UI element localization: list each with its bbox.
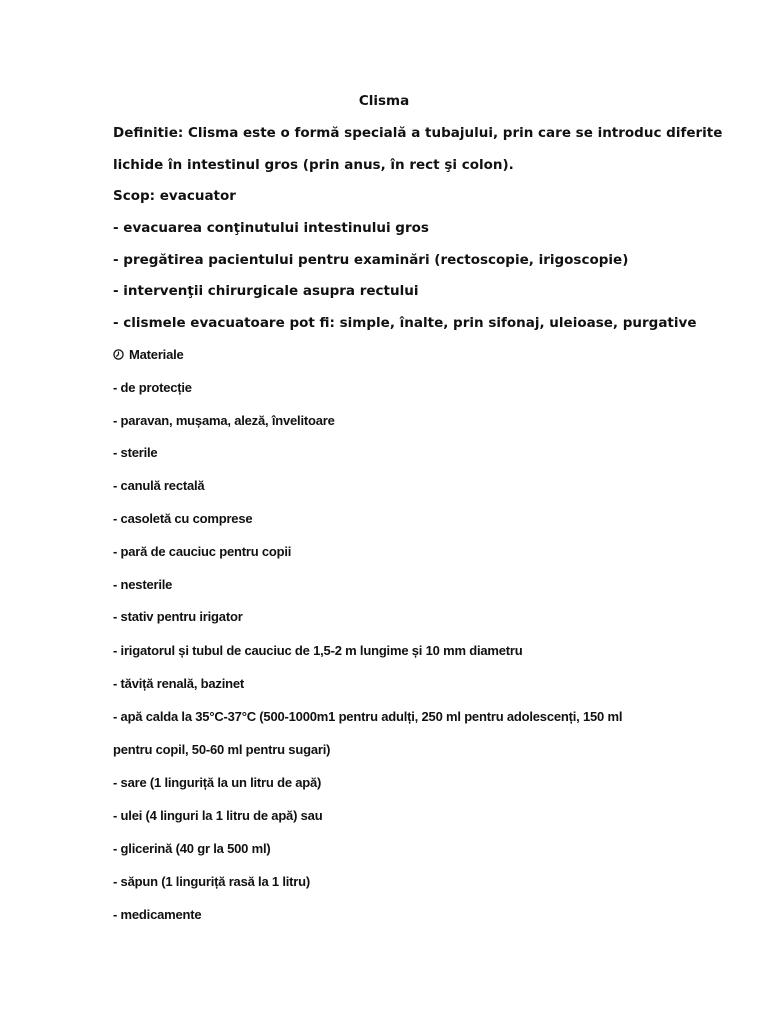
materials-heading-label: Materiale [129, 347, 184, 362]
materials-item: - paravan, mușama, aleză, învelitoare [113, 413, 335, 428]
definition-line-2: lichide în intestinul gros (prin anus, în rect şi colon). [113, 157, 514, 173]
materials-item: - canulă rectală [113, 478, 205, 493]
materials-item: pentru copil, 50-60 ml pentru sugari) [113, 742, 331, 757]
materials-item: - pară de cauciuc pentru copii [113, 544, 292, 559]
materials-item: - apă calda la 35°C-37°C (500-1000m1 pentru adulți, 250 ml pentru adolescenți, 150 ml [113, 709, 623, 724]
clock-icon [113, 349, 124, 360]
materials-item: - medicamente [113, 907, 202, 922]
materials-item: - ulei (4 linguri la 1 litru de apă) sau [113, 808, 323, 823]
materials-item: - nesterile [113, 577, 173, 592]
materials-item: - glicerină (40 gr la 500 ml) [113, 841, 271, 856]
scope-item-4: - clismele evacuatoare pot fi: simple, înalte, prin sifonaj, uleioase, purgative [113, 315, 697, 331]
materials-item: - sterile [113, 445, 158, 460]
materials-item: - stativ pentru irigator [113, 609, 243, 624]
materials-item: - de protecție [113, 380, 192, 395]
materials-item: - sare (1 linguriță la un litru de apă) [113, 775, 322, 790]
materials-item: - săpun (1 linguriță rasă la 1 litru) [113, 874, 311, 889]
scope-item-3: - intervenţii chirurgicale asupra rectului [113, 283, 419, 299]
page-title: Clisma [358, 93, 410, 109]
materials-item: - tăviță renală, bazinet [113, 676, 245, 691]
materials-item: - irigatorul și tubul de cauciuc de 1,5-2 m lungime și 10 mm diametru [113, 643, 523, 658]
scope-line: Scop: evacuator [113, 188, 236, 204]
materials-item: - casoletă cu comprese [113, 511, 253, 526]
scope-item-2: - pregătirea pacientului pentru examinări (rectoscopie, irigoscopie) [113, 252, 629, 268]
materials-heading [113, 347, 184, 363]
definition-line-1: Definitie: Clisma este o formă specială a tubajului, prin care se introduc diferite [113, 125, 723, 141]
scope-item-1: - evacuarea conţinutului intestinului gros [113, 220, 429, 236]
